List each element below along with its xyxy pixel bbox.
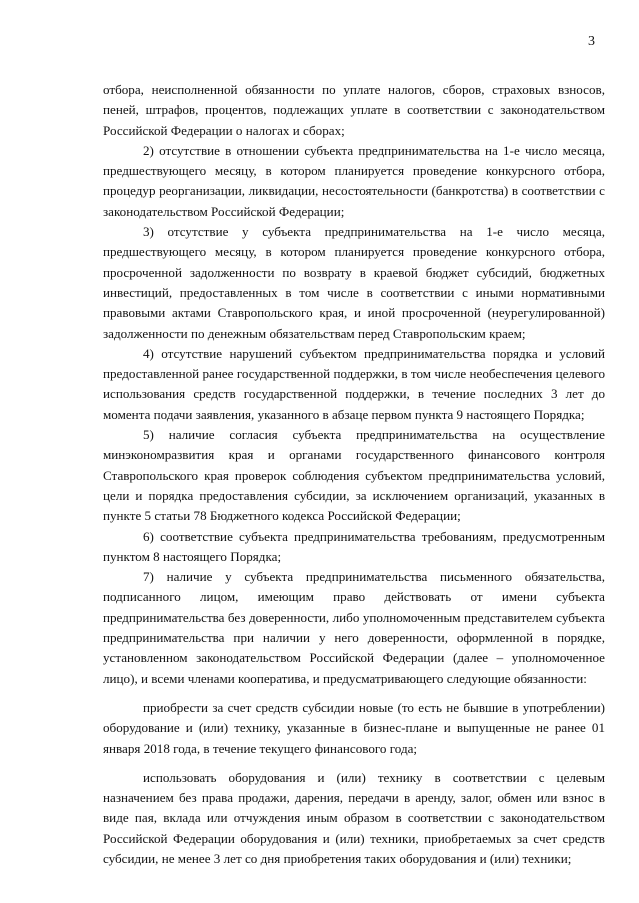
paragraph-item-6: 6) соответствие субъекта предпринимательства требованиям, предусмотренным пунктом 8 настоящего Порядка; [103,528,605,564]
paragraph-item-5: 5) наличие согласия субъекта предпринимательства на осуществление минэкономразвития края и органами государственного финансового контроля Ставропольского края проверок соблюдения субъектом предпринимательства условий, цели и порядка предоставления субсидии, за исключением организаций, указанных в пункте 5 статьи 78 Бюджетного кодекса Российской Федерации; [103,427,605,524]
paragraph-item-2: 2) отсутствие в отношении субъекта предпринимательства на 1-е число месяца, предшествующего месяцу, в котором планируется проведение конкурсного отбора, процедур реорганизации, ликвидации, несостоятельности (банкротства) в соответствии с законодательством Российской Федерации; [103,142,605,219]
paragraph-item-7: 7) наличие у субъекта предпринимательства письменного обязательства, подписанного лицом, имеющим право действовать от имени субъекта предпринимательства без доверенности, либо уполномоченным представителем субъекта предпринимательства при наличии у него доверенности, оформленной в порядке, установленном законодательством Российской Федерации (далее – уполномоченное лицо), и всеми членами кооператива, и предусматривающего следующие обязанности: [103,569,605,686]
paragraph-obligation-acquire: приобрести за счет средств субсидии новые (то есть не бывшие в употреблении) оборудование и (или) технику, указанные в бизнес-плане и выпущенные не ранее 01 января 2018 года, в течение текущего финансового года; [103,699,605,756]
paragraph-continuation: отбора, неисполненной обязанности по уплате налогов, сборов, страховых взносов, пеней, штрафов, процентов, подлежащих уплате в соответствии с законодательством Российской Федерации о налогах и сборах; [103,82,605,138]
paragraph-item-3: 3) отсутствие у субъекта предпринимательства на 1-е число месяца, предшествующего месяцу, в котором планируется проведение конкурсного отбора, просроченной задолженности по возврату в краевой бюджет субсидий, бюджетных инвестиций, предоставленных в том числе в соответствии с иными нормативными правовыми актами Ставропольского края, и иной просроченной (неурегулированной) задолженности по денежным обязательствам перед Ставропольским краем; [103,224,605,341]
paragraph-obligation-use: использовать оборудования и (или) технику в соответствии с целевым назначением без права продажи, дарения, передачи в аренду, залог, обмен или взнос в виде пая, вклада или отчуждения иным образом в соответствии с законодательством Российской Федерации оборудования и (или) техники, приобретаемых за счет средств субсидии, не менее 3 лет со дня приобретения таких оборудования и (или) техники; [103,769,605,866]
page-number: 3 [588,34,595,49]
paragraph-item-4: 4) отсутствие нарушений субъектом предпринимательства порядка и условий предоставленной ранее государственной поддержки, в том числе необеспечения целевого использования средств государственной поддержки, в течение последних 3 лет до момента подачи заявления, указанного в абзаце первом пункта 9 настоящего Порядка; [103,345,605,422]
document-body [103,80,605,869]
